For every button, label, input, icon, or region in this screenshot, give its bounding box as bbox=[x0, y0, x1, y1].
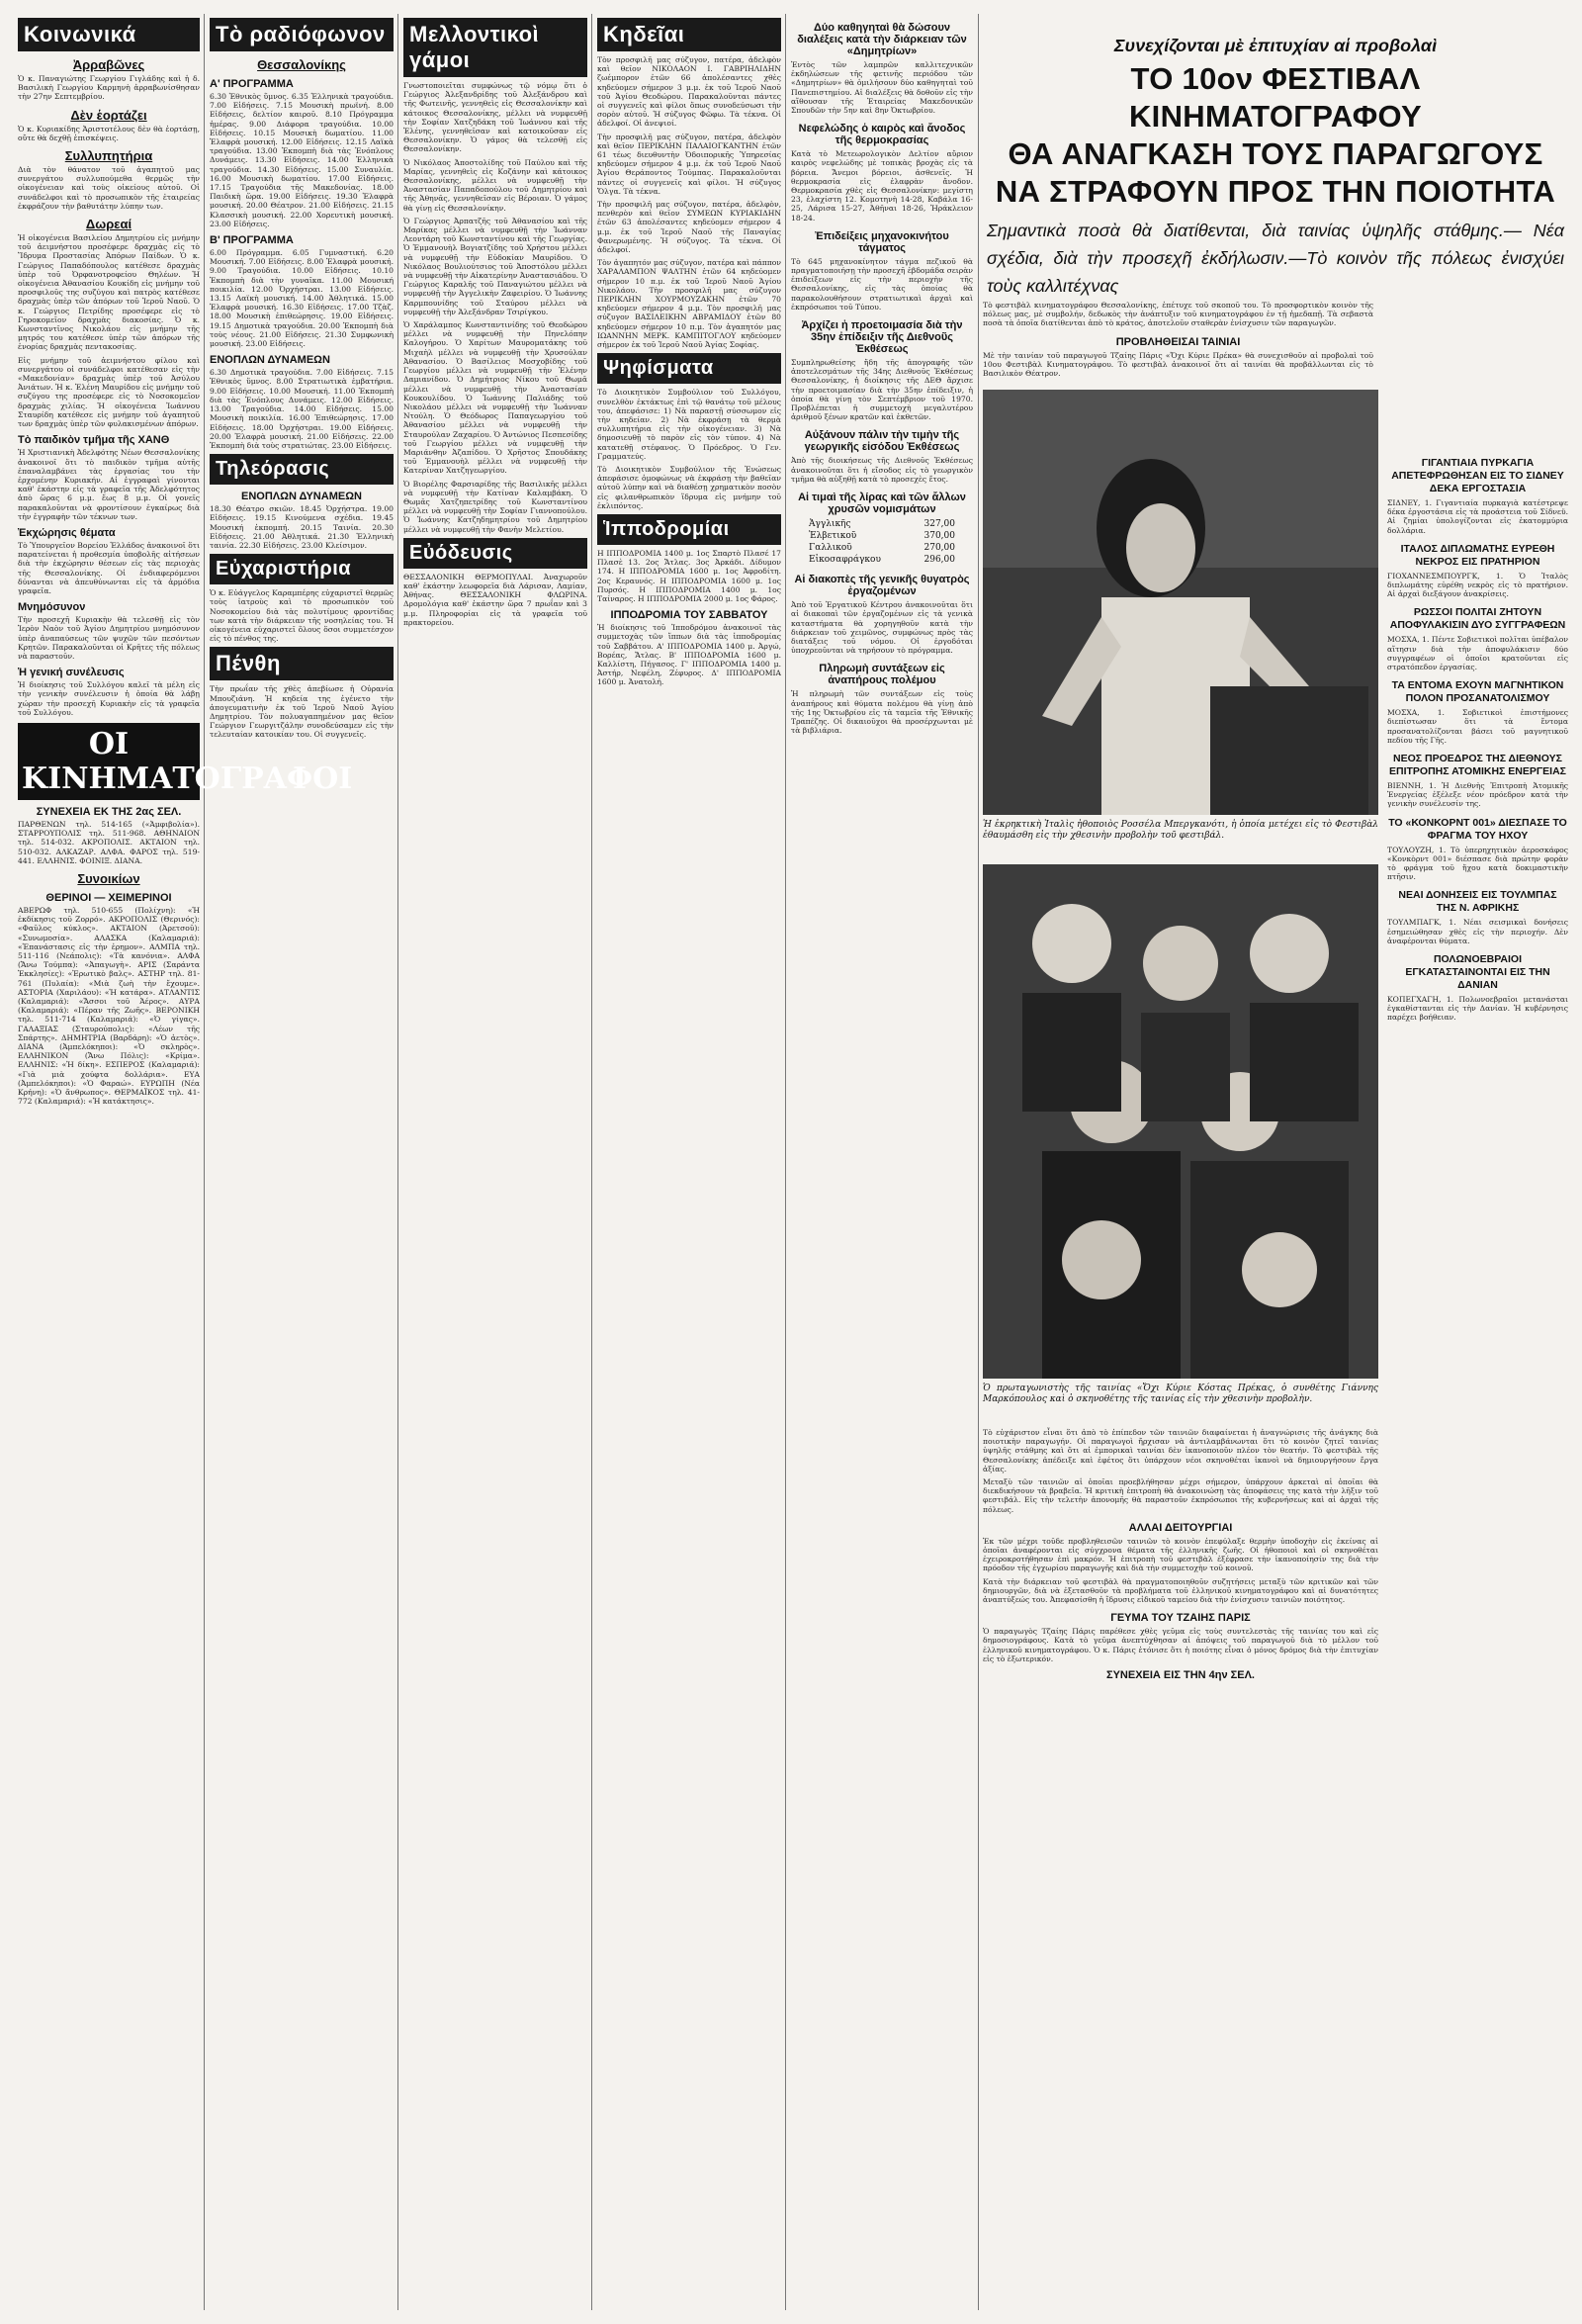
gold-label: Ἀγγλικῆς bbox=[809, 519, 851, 530]
body-text: Ἡ πληρωμὴ τῶν συντάξεων εἰς τοὺς ἀναπήρους καὶ θύματα πολέμου θὰ γίνῃ ἀπὸ τῆς 1ης Ὀκτωβρίου εἰς τὰ ταμεῖα τῆς Ἐθνικῆς Τραπέζης. Οἱ δικαιοῦχοι θὰ προσέρχωνται μὲ τὰ βιβλιάρια. bbox=[791, 689, 973, 736]
body-text: Κατὰ τὴν διάρκειαν τοῦ φεστιβὰλ θὰ πραγματοποιηθοῦν συζητήσεις μεταξὺ τῶν κριτικῶν καὶ τῶν δημιουργῶν, διὰ νὰ ἐξετασθοῦν τὰ προβλήματα τοῦ ἑλληνικοῦ κινηματογράφου καὶ αἱ δυνατότητες ἀναπτύξεώς του. Ἀπεφασίσθη ἡ ἵδρυσις εἰδικοῦ ταμείου διὰ τὴν ἐνίσχυσιν ταινιῶν ποιότητος. bbox=[983, 1576, 1378, 1605]
body-text: Ἡ Χριστιανικὴ Ἀδελφότης Νέων Θεσσαλονίκης ἀνακοινοῖ ὅτι τὸ παιδικὸν τμῆμα αὐτῆς ἐπαναλαμβάνει τὰς ἐργασίας του τὴν ἐρχομένην Κυριακήν. Αἱ ἐγγραφαὶ γίνονται καθ' ἑκάστην εἰς τὰ γραφεῖα τῆς Ἀδελφότητος ἀπὸ ὥρας 6 μ.μ. ἕως 8 μ.μ. Οἱ γονεῖς παρακαλοῦνται νὰ φροντίσουν ἐγκαίρως διὰ τὴν ἐγγραφὴν τῶν τέκνων των. bbox=[18, 448, 200, 521]
sidebar-headline: ΓΙΓΑΝΤΙΑΙΑ ΠΥΡΚΑΓΙΑ ΑΠΕΤΕΦΡΩΘΗΣΑΝ ΕΙΣ ΤΟ ΣΙΔΝΕΥ ΔΕΚΑ ΕΡΓΟΣΤΑΣΙΑ bbox=[1391, 457, 1564, 494]
column-rule bbox=[204, 14, 205, 2310]
body-text: 6.30 Δημοτικὰ τραγούδια. 7.00 Εἰδήσεις. 7.15 Ἐθνικὸς ὕμνος. 8.00 Στρατιωτικὰ ἐμβατήρια. 9.00 Εἰδήσεις. 10.00 Μουσική. 11.00 Ἐκπομπὴ διὰ τὰς Ἐνόπλους Δυνάμεις. 12.00 Εἰδήσεις. 13.00 Τραγούδια. 14.00 Εἰδήσεις. 15.00 Μουσικὴ ποικιλία. 16.00 Ἐπιθεώρησις. 17.00 Εἰδήσεις. 18.00 Ὀρχήστραι. 19.00 Εἰδήσεις. 20.00 Ἐλαφρὰ μουσική. 21.00 Εἰδήσεις. 22.00 Ἐκπομπὴ διὰ τοὺς στρατιώτας. 23.00 Εἰδήσεις. bbox=[210, 368, 394, 450]
rubric: Θεσσαλονίκης bbox=[257, 57, 346, 72]
body-text: Ἐντὸς τῶν λαμπρῶν καλλιτεχνικῶν ἐκδηλώσεων τῆς φετινῆς περιόδου τῶν «Δημητρίων» θὰ ὁμιλήσουν δύο καθηγηταὶ τοῦ Πανεπιστημίου. Αἱ διαλέξεις θὰ δοθοῦν εἰς τὴν αἴθουσαν τῆς Ἑταιρείας Μακεδονικῶν Σπουδῶν τὴν 5ην καὶ 8ην Ὀκτωβρίου. bbox=[791, 60, 973, 116]
body-text: Ὁ κ. Παναγιώτης Γεωργίου Γιγλάδης καὶ ἡ δ. Βασιλικὴ Γεωργίου Καρμηνὴ ἀρραβωνίσθησαν τὴν 27ην Σεπτεμβρίου. bbox=[18, 74, 200, 102]
sidebar-headline: ΠΟΛΩΝΟΕΒΡΑΙΟΙ ΕΓΚΑΤΑΣΤΑΙΝΟΝΤΑΙ ΕΙΣ ΤΗΝ ΔΑΝΙΑΝ bbox=[1405, 953, 1550, 992]
travel-heading: Εὐόδευσις bbox=[403, 538, 587, 569]
feature-body bbox=[983, 1428, 1378, 1683]
body-text: Ὁ κ. Εὐάγγελος Καραμπέρης εὐχαριστεῖ θερμῶς τοὺς ἰατροὺς καὶ τὸ προσωπικὸν τοῦ Νοσοκομείου διὰ τὰς πολυτίμους φροντίδας των κατὰ τὴν διάρκειαν τῆς νοσηλείας του. Ἡ οἰκογένεια εὐχαριστεῖ ὅλους ὅσοι συμμετέσχον εἰς τὸ πένθος της. bbox=[210, 588, 394, 644]
column-radio bbox=[210, 14, 394, 2310]
body-text: Τὴν προσεχῆ Κυριακὴν θὰ τελεσθῇ εἰς τὸν Ἱερὸν Ναὸν τοῦ Ἁγίου Δημητρίου μνημόσυνον ὑπὲρ ἀναπαύσεως τῶν ψυχῶν τῶν πεσόντων Κρητῶν. Παρακαλοῦνται οἱ Κρῆτες τῆς πόλεως νὰ παραστοῦν. bbox=[18, 615, 200, 661]
sidebar-headline: ΝΕΟΣ ΠΡΟΕΔΡΟΣ ΤΗΣ ΔΙΕΘΝΟΥΣ ΕΠΙΤΡΟΠΗΣ ΑΤΟΜΙΚΗΣ ΕΝΕΡΓΕΙΑΣ bbox=[1389, 753, 1566, 778]
body-text: ΤΟΥΛΜΠΑΓΚ, 1. Νέαι σεισμικαὶ δονήσεις ἐσημειώθησαν χθὲς εἰς τὴν περιοχήν. Δὲν ἀναφέρονται θύματα. bbox=[1387, 918, 1568, 945]
column-funerals bbox=[597, 14, 781, 2310]
article-headline: Δύο καθηγηταὶ θὰ δώσουν διαλέξεις κατὰ τὴν διάρκειαν τῶν «Δημητρίων» bbox=[797, 22, 967, 57]
body-text: Εἰς μνήμην τοῦ ἀειμνήστου φίλου καὶ συνεργάτου οἱ συνάδελφοι κατέθεσαν εἰς τὴν «Μακεδονίαν» δραχμὰς ὑπὲρ τοῦ Ἀσύλου Ἀνιάτων. Ἡ κ. Ἑλένη Μαυρίδου εἰς μνήμην τοῦ συζύγου της προσέφερε εἰς τὸ Νοσοκομεῖον δραχμὰς χιλίας. Ἡ οἰκογένεια Ἰωάννου Σταυρίδη κατέθεσε εἰς μνήμην τοῦ ἀγαπητοῦ των δραχμὰς ὑπὲρ τῶν φυλακισμένων ἀπόρων. bbox=[18, 355, 200, 429]
continued-note: ΣΥΝΕΧΕΙΑ ΕΚ ΤΗΣ 2ας ΣΕΛ. bbox=[36, 805, 182, 818]
thanks-heading: Εὐχαριστήρια bbox=[210, 554, 394, 584]
column-rule bbox=[591, 14, 592, 2310]
body-text: 6.30 Ἐθνικὸς ὕμνος. 6.35 Ἑλληνικὰ τραγούδια. 7.00 Εἰδήσεις. 7.15 Μουσικὴ πρωϊνή. 8.00 Εἰδήσεις, δελτίον καιροῦ. 8.10 Πρόγραμμα ἡμέρας. 9.00 Διάφορα τραγούδια. 10.00 Εἰδήσεις. 10.15 Μουσικὴ δωματίου. 11.00 Ἐλαφρὰ μουσική. 12.00 Εἰδήσεις. 12.15 Λαϊκὰ τραγούδια. 13.00 Ἐκπομπὴ διὰ τὰς Ἐνόπλους Δυνάμεις. 13.30 Εἰδήσεις. 14.00 Ἑλληνικὰ τραγούδια. 14.30 Εἰδήσεις. 15.00 Συναυλία. 16.00 Μουσικὴ δωματίου. 17.00 Εἰδήσεις. 17.15 Τραγούδια τῆς Μακεδονίας. 18.00 Παιδικὴ ὥρα. 19.00 Εἰδήσεις. 19.30 Ἐλαφρὰ μουσική. 20.00 Θέατρον. 21.00 Εἰδήσεις. 21.15 Κλασσικὴ μουσική. 22.00 Χορευτικὴ μουσική. 23.00 Εἰδήσεις. bbox=[210, 92, 394, 228]
gold-label: Γαλλικοῦ bbox=[809, 543, 852, 554]
body-text: Τὸν ἀγαπητόν μας σύζυγον, πατέρα καὶ πάππον ΧΑΡΑΛΑΜΠΟΝ ΨΑΛΤΗΝ ἐτῶν 64 κηδεύομεν σήμερον 10 π.μ. ἐκ τοῦ Ἱεροῦ Ναοῦ Ἁγίου Νικολάου. Τὴν προσφιλῆ μας σύζυγον ΠΕΡΙΚΛΗΝ ΧΟΥΡΜΟΥΖΑΚΗΝ ἐτῶν 70 κηδεύομεν σήμερον 4 μ.μ. Τὸν προσφιλῆ μας σύζυγον ΒΑΣΙΛΕΙΚΗΝ ΑΒΡΑΜΙΔΟΥ ἐτῶν 80 κηδεύομεν σήμερον 10 π.μ. Τὸν ἀγαπητόν μας ΙΩΑΝΝΗΝ ΜΕΡΚ. ΚΑΜΠΙΤΟΓΛΟΥ κηδεύομεν σήμερον ἐκ τοῦ Ἱεροῦ Ναοῦ Ἁγίας Σοφίας. bbox=[597, 258, 781, 350]
body-text: 6.00 Πρόγραμμα. 6.05 Γυμναστική. 6.20 Μουσική. 7.00 Εἰδήσεις. 8.00 Ἐλαφρὰ μουσική. 9.00 Τραγούδια. 10.00 Εἰδήσεις. 10.10 Ἐκπομπὴ διὰ τὴν γυναῖκα. 11.00 Μουσική ποικιλία. 12.00 Ὀρχήστραι. 13.00 Εἰδήσεις. 13.15 Λαϊκὴ μουσική. 14.00 Ἀθλητικά. 15.00 Ἐλαφρὰ μουσική. 16.30 Εἰδήσεις. 17.00 Τζὰζ. 18.00 Μουσικὴ ἐπιθεώρησις. 19.00 Εἰδήσεις. 19.15 Δημοτικὰ τραγούδια. 20.00 Ἐκπομπὴ διὰ τοὺς νέους. 21.00 Εἰδήσεις. 21.30 Συμφωνικὴ μουσική. 23.00 Εἰδήσεις. bbox=[210, 248, 394, 349]
gold-label: Εἰκοσαφράγκου bbox=[809, 555, 881, 566]
sidebar-headline: ΙΤΑΛΟΣ ΔΙΠΛΩΜΑΤΗΣ ΕΥΡΕΘΗ ΝΕΚΡΟΣ ΕΙΣ ΠΡΑΤΗΡΙΟΝ bbox=[1400, 542, 1555, 568]
subheading: ΕΝΟΠΛΩΝ ΔΥΝΑΜΕΩΝ bbox=[241, 491, 362, 503]
article-headline: Ἀρχίζει ἡ προετοιμασία διὰ τὴν 35ην ἐπίδειξιν τῆς Διεθνοῦς Ἐκθέσεως bbox=[801, 319, 963, 356]
gold-value: 270,00 bbox=[923, 543, 955, 554]
votes-heading: Ψηφίσματα bbox=[597, 353, 781, 384]
feature-kicker: Συνεχίζονται μὲ ἐπιτυχίαν αἱ προβολαὶ bbox=[1113, 36, 1438, 55]
body-text: Τὸ φεστιβὰλ κινηματογράφου Θεσσαλονίκης, ἐπέτυχε τοῦ σκοποῦ του. Τὸ προσφορτικὸν κοινὸν τῆς πόλεως μας, μὲ συμβολήν, δεδωκὸς τὴν ἀνάπτυξιν τοῦ κινηματογράφου ἐν τῇ ἡμεδαπῇ. Τὰ σεβαστὰ ποσὰ τὰ ὁποῖα διατίθενται ἀπὸ τὸ κράτος, ἀποτελοῦν σταθερὰν ἐνίσχυσιν τῶν παραγωγῶν. bbox=[983, 301, 1373, 328]
gold-value: 327,00 bbox=[923, 519, 955, 530]
gold-value: 296,00 bbox=[923, 555, 955, 566]
section-heading: Μελλοντικοὶ γάμοι bbox=[403, 18, 587, 77]
headline-line: ΘΑ ΑΝΑΓΚΑΣΗ ΤΟΥΣ ΠΑΡΑΓΩΓΟΥΣ bbox=[1008, 136, 1543, 171]
body-text: ΤΟΥΛΟΥΖΗ, 1. Τὸ ὑπερηχητικὸν ἀεροσκάφος «Κονκὸρντ 001» διέσπασε διὰ πρώτην φορὰν τὸ φράγμα τοῦ ἤχου κατὰ δοκιμαστικὴν πτῆσιν. bbox=[1387, 845, 1568, 882]
body-text: ΒΙΕΝΝΗ, 1. Ἡ Διεθνὴς Ἐπιτροπὴ Ἀτομικῆς Ἐνεργείας ἐξέλεξε νέον πρόεδρον κατὰ τὴν γενικὴν συνέλευσίν της. bbox=[1387, 781, 1568, 809]
column-rule bbox=[785, 14, 786, 2310]
feature-article bbox=[983, 14, 1568, 2310]
body-text: ΜΟΣΧΑ, 1. Σοβιετικοὶ ἐπιστήμονες διεπίστωσαν ὅτι τὰ ἔντομα προσανατολίζονται βάσει τοῦ μαγνητικοῦ πεδίου τῆς Γῆς. bbox=[1387, 708, 1568, 745]
gold-price-table bbox=[808, 518, 956, 566]
body-text: Ἡ οἰκογένεια Βασιλείου Δημητρίου εἰς μνήμην τοῦ ἀειμνήστου προσέφερε δραχμὰς εἰς τὸ Ἵδρυμα Προστασίας Ἀπόρων Παίδων. Ὁ κ. Γεώργιος Παπαδόπουλος κατέθεσε δραχμὰς ὑπὲρ τοῦ Ὀρφανοτροφείου Θηλέων. Ἡ οἰκογένεια Ἀθανασίου Κουκίδη εἰς μνήμην τοῦ προσφιλοῦς της συζύγου καὶ πατρὸς κατέθεσε δραχμὰς ὑπὲρ τῶν ἀπόρων τοῦ Ἱεροῦ Ναοῦ. Ὁ κ. Γεώργιος Πετρίδης προσέφερε εἰς τὸ Γηροκομεῖον δραχμὰς διακοσίας. Ὁ κ. Κωνσταντῖνος Νικολάου εἰς μνήμην τῆς μητρός του κατέθεσε ὑπὲρ τῶν ἀπόρων τῆς ἐνορίας δραχμὰς πεντακοσίας. bbox=[18, 233, 200, 352]
body-text: Κατὰ τὸ Μετεωρολογικὸν Δελτίον αὔριον καιρὸς νεφελώδης μὲ τοπικὰς βροχὰς εἰς τὰ βόρεια. Ἄνεμοι βόρειοι, ἀσθενεῖς. Ἡ θερμοκρασία εἰς ἐλαφρὰν ἄνοδον. Θερμοκρασία χθὲς εἰς Θεσσαλονίκην: μεγίστη 23, ἐλαχίστη 12. Κομοτηνὴ 14-28, Καβάλα 16-25, Λάρισα 15-27, Ἀθῆναι 18-26, Ἡράκλειον 18-24. bbox=[791, 149, 973, 223]
body-text: Τὸ Ὑπουργεῖον Βορείου Ἑλλάδος ἀνακοινοῖ ὅτι παρατείνεται ἡ προθεσμία ὑποβολῆς αἰτήσεων διὰ τὴν ἐκχώρησιν θέσεων εἰς τὰς περιοχὰς τῆς Θεσσαλονίκης. Οἱ ἐνδιαφερόμενοι δύνανται νὰ ἀπευθύνωνται εἰς τὰ ἁρμόδια γραφεῖα. bbox=[18, 540, 200, 595]
section-heading: Κοινωνικά bbox=[18, 18, 200, 51]
rubric: Δωρεαί bbox=[85, 217, 132, 232]
body-text: ΣΙΔΝΕΥ, 1. Γιγαντιαία πυρκαγιὰ κατέστρεψε δέκα ἐργοστάσια εἰς τὰ προάστεια τοῦ Σίδνεϋ. Αἱ ζημίαι ὑπολογίζονται εἰς ἑκατομμύρια δολλάρια. bbox=[1387, 498, 1568, 535]
photo-caption: Ὁ πρωταγωνιστὴς τῆς ταινίας «Ὄχι Κύριε Κόστας Πρέκας, ὁ συνθέτης Γιάννης Μαρκόπουλος καὶ ὁ σκηνοθέτης τῆς ταινίας εἰς τὴν χθεσινὴν προβολὴν. bbox=[983, 1384, 1378, 1404]
body-text: Ἀπὸ τῆς διοικήσεως τῆς Διεθνοῦς Ἐκθέσεως ἀνακοινοῦται ὅτι ἡ εἴσοδος εἰς τὸ γεωργικὸν τμῆμα θὰ αὐξηθῇ κατὰ τὸ προσεχὲς ἔτος. bbox=[791, 456, 973, 484]
subheading: ΙΠΠΟΔΡΟΜΙΑ ΤΟΥ ΣΑΒΒΑΤΟΥ bbox=[610, 609, 768, 622]
photo-caption: Ἡ ἐκρηκτικὴ Ἰταλὶς ἠθοποιὸς Ροσσέλα Μπεργκανότι, ἡ ὁποία μετέχει εἰς τὸ Φεστιβὰλ ἐθαυμάσθη εἰς τὴν χθεσινὴν προβολὴν τοῦ φεστιβάλ. bbox=[983, 820, 1378, 841]
table-row bbox=[808, 542, 956, 554]
section-heading: Κηδεῖαι bbox=[597, 18, 781, 51]
body-text: Μεταξὺ τῶν ταινιῶν αἱ ὁποῖαι προεβλήθησαν μέχρι σήμερον, ὑπάρχουν ἀρκεταὶ αἱ ὁποῖαι θὰ διεκδικήσουν τὰ βραβεῖα. Ἡ κριτικὴ ἐπιτροπὴ θὰ ἀνακοινώσῃ τὰς ἀποφάσεις της κατὰ τὴν λῆξιν τοῦ φεστιβάλ. Εἰς τὴν τελετὴν ἀπονομῆς θὰ παραστοῦν ἐκπρόσωποι τῆς κυβερνήσεως καὶ αἱ ἀρχαὶ τῆς πόλεως. bbox=[983, 1477, 1378, 1514]
subheading: Μνημόσυνον bbox=[18, 601, 86, 614]
body-text: ΓΙΟΧΑΝΝΕΣΜΠΟΥΡΓΚ, 1. Ὁ Ἰταλὸς διπλωμάτης εὑρέθη νεκρὸς εἰς τὸ πρατήριον. Αἱ ἀρχαὶ διεξάγουν ἀνακρίσεις. bbox=[1387, 571, 1568, 599]
subheading: ΕΝΟΠΛΩΝ ΔΥΝΑΜΕΩΝ bbox=[210, 354, 330, 367]
article-headline: Νεφελώδης ὁ καιρὸς καὶ ἄνοδος τῆς θερμοκρασίας bbox=[798, 123, 966, 147]
actress-photo-image bbox=[983, 390, 1378, 815]
sidebar-headline: ΤΑ ΕΝΤΟΜΑ ΕΧΟΥΝ ΜΑΓΝΗΤΙΚΟΝ ΠΟΛΟΝ ΠΡΟΣΑΝΑΤΟΛΙΣΜΟΥ bbox=[1391, 679, 1564, 705]
body-text: Ἡ διοίκησις τοῦ Ἱπποδρόμου ἀνακοινοῖ τὰς συμμετοχὰς τῶν ἵππων διὰ τὰς ἱπποδρομίας τοῦ Σαββάτου. Α' ΙΠΠΟΔΡΟΜΙΑ 1400 μ. Ἀργώ, Βορέας, Ἄτλας. Β' ΙΠΠΟΔΡΟΜΙΑ 1600 μ. Καλλίστη, Πήγασος. Γ' ΙΠΠΟΔΡΟΜΙΑ 1400 μ. Ἀστήρ, Νεφέλη, Ζέφυρος. Δ' ΙΠΠΟΔΡΟΜΙΑ 1600 μ. Ἀνατολή. bbox=[597, 623, 781, 687]
rubric: Ἀρραβῶνες bbox=[72, 57, 145, 72]
news-sidebar bbox=[1387, 449, 1568, 1027]
body-text: Ὁ Χαράλαμπος Κωνσταντινίδης τοῦ Θεοδώρου μέλλει νὰ νυμφευθῇ τὴν Πηνελόπην Καλογήρου. Ὁ Χαρίτων Μαυροματάκης τοῦ Μιχαὴλ μέλλει νὰ νυμφευθῇ τὴν Χρυσούλαν Ἀθανασίου. Ὁ Βασίλειος Μοσχοβίδης τοῦ Γεωργίου μέλλει νὰ νυμφευθῇ τὴν Ἑλένην Δαμιανίδου. Ὁ Δημήτριος Νίκου τοῦ Θωμᾶ μέλλει νὰ νυμφευθῇ τὴν Ἀναστασίαν Κουκουλίδου. Ὁ Ἰωάννης Παλιάδης τοῦ Νικολάου μέλλει νὰ νυμφευθῇ τὴν Ἰωάνναν Ντούλη. Ὁ Θεόδωρος Παπαγεωργίου τοῦ Ἀθανασίου μέλλει νὰ νυμφευθῇ τὴν Σταυρούλαν Ζαχαρίου. Ὁ Ἀντώνιος Πεσπεσίδης τοῦ Γεωργίου μέλλει νὰ νυμφευθῇ τὴν Μαριάνθην Ἀζαπίδου. Ὁ Χρῆστος Σπουδάκης τοῦ Ἐμμανουὴλ μέλλει νὰ νυμφευθῇ τὴν Κατερίναν Χατζηγεωργίου. bbox=[403, 320, 587, 476]
subheading: ΠΡΟΒΛΗΘΕΙΣΑΙ ΤΑΙΝΙΑΙ bbox=[1115, 335, 1241, 348]
article-headline: Αὐξάνουν πάλιν τὴν τιμὴν τῆς γεωργικῆς εἰσόδου Ἐκθέσεως bbox=[804, 429, 960, 454]
body-text: Ὁ Βιορέλης Φαρσιαρίδης τῆς Βασιλικῆς μέλλει νὰ νυμφευθῇ τὴν Κατίναν Καλαμβάκη. Ὁ Θωμᾶς Χατζηπετρίδης τοῦ Κωνσταντίνου μέλλει νὰ νυμφευθῇ τὴν Σοφίαν Γιαννοπούλου. Ὁ Ἰωάννης Κατζηδημητρίου τοῦ Δημητρίου μέλλει νὰ νυμφευθῇ τὴν Φανὴν Μελετίου. bbox=[403, 479, 587, 534]
table-row bbox=[808, 518, 956, 530]
body-text: ΚΟΠΕΓΧΑΓΗ, 1. Πολωνοεβραῖοι μετανάσται ἐγκαθίστανται εἰς τὴν Δανίαν. Ἡ κυβέρνησις παρέχει βοήθειαν. bbox=[1387, 995, 1568, 1023]
body-text: Ἀπὸ τοῦ Ἐργατικοῦ Κέντρου ἀνακοινοῦται ὅτι αἱ διακοπαὶ τῶν ἐργαζομένων εἰς τὰ γενικὰ καταστήματα θὰ χορηγηθοῦν κατὰ τὴν διάρκειαν τοῦ χειμῶνος, συμφώνως πρὸς τὰς διατάξεις τοῦ νόμου. Οἱ ἐργοδόται ὑποχρεοῦνται νὰ τηρήσουν τὸ πρόγραμμα. bbox=[791, 600, 973, 656]
gold-value: 370,00 bbox=[923, 531, 955, 542]
body-text: Ἡ διοίκησις τοῦ Συλλόγου καλεῖ τὰ μέλη εἰς τὴν γενικὴν συνέλευσιν ἡ ὁποία θὰ λάβῃ χώραν τὴν προσεχῆ Κυριακὴν εἰς τὰ γραφεῖα τοῦ Συλλόγου. bbox=[18, 680, 200, 717]
tv-heading: Τηλεόρασις bbox=[210, 454, 394, 485]
section-heading: Τὸ ραδιόφωνον bbox=[210, 18, 394, 51]
body-text: Ὁ Νικόλαος Ἀποστολίδης τοῦ Παύλου καὶ τῆς Μαρίας, γεννηθεὶς εἰς Κοζάνην καὶ κάτοικος Θεσσαλονίκης, μέλλει νὰ νυμφευθῇ τὴν Ἀναστασίαν Παπαδοπούλου τοῦ Δημητρίου καὶ τῆς Ἀθηνᾶς, γεννηθεῖσαν εἰς Βέροιαν. Ὁ γάμος θὰ γίνῃ εἰς Θεσσαλονίκην. bbox=[403, 157, 587, 213]
subheading: Β' ΠΡΟΓΡΑΜΜΑ bbox=[210, 234, 294, 247]
column-rule bbox=[978, 14, 979, 2310]
body-text: Τὴν προσφιλῆ μας σύζυγον, πατέρα, ἀδελφὸν καὶ θεῖον ΠΕΡΙΚΛΗΝ ΠΑΛΑΙΟΓΚΑΝΤΗΝ ἐτῶν 61 τέως διευθυντὴν Ὀδοιπορικῆς Ὑπηρεσίας κηδεύομεν σήμερον 4 μ.μ. ἐκ τοῦ Ἱεροῦ Ναοῦ Ἁγίου Θεράποντος Τούμπας. Παρακαλοῦνται πάντες οἱ συγγενεῖς καὶ φίλοι. Ἡ σύζυγος Ὄλγα. Τὰ τέκνα. bbox=[597, 132, 781, 196]
column-news bbox=[791, 14, 973, 2310]
subheading: Τὸ παιδικὸν τμῆμα τῆς ΧΑΝΘ bbox=[18, 434, 170, 447]
cinemas-banner: ΟΙ ΚΙΝΗΜΑΤΟΓΡΑΦΟΙ bbox=[18, 723, 200, 800]
body-text: Τὴν πρωΐαν τῆς χθὲς ἀπεβίωσε ἡ Οὐρανία Μπουζιάνη. Ἡ κηδεία της ἐγένετο τὴν ἀπογευματινὴν ἐκ τοῦ Ἱεροῦ Ναοῦ Ἁγίου Δημητρίου. Τὸν πολυαγαπημένον μας θεῖον Γεώργιον Γεωργιτζάλην συνοδεύσαμεν εἰς τὴν τελευταίαν κατοικίαν του. Οἱ συγγενεῖς. bbox=[210, 684, 394, 740]
body-text: Τὸ Διοικητικὸν Συμβούλιον τοῦ Συλλόγου, συνελθὸν ἐκτάκτως ἐπὶ τῷ θανάτῳ τοῦ μέλους του, ἀπεφάσισε: 1) Νὰ παραστῇ σύσσωμον εἰς τὴν κηδείαν. 2) Νὰ ἐκφράσῃ τὰ θερμὰ συλλυπητήρια εἰς τὴν οἰκογένειαν. 3) Νὰ δημοσιευθῇ τὸ παρὸν εἰς τὸν τύπον. 4) Νὰ κατατεθῇ στέφανος. Ὁ Πρόεδρος. Ὁ Γεν. Γραμματεύς. bbox=[597, 388, 781, 461]
rubric: Συλλυπητήρια bbox=[64, 148, 153, 164]
article-headline: Αἱ τιμαὶ τῆς λίρας καὶ τῶν ἄλλων χρυσῶν νομισμάτων bbox=[798, 492, 966, 516]
body-text: ΑΒΕΡΩΦ τηλ. 510-655 (Πολίχνη): «Ἡ ἐκδίκησις τοῦ Ζορρό». ΑΚΡΟΠΟΛΙΣ (Θερινός): «Φαῦλος κύκλος». ΑΚΤΑΙΟΝ (Ἀρετσοῦ): «Συνωμοσία». ΑΛΑΣΚΑ (Καλαμαριά): «Ἐπανάστασις εἰς τὴν ἐρημον». ΑΛΜΠΑ τηλ. 511-116 (Νεάπολις): «Τὰ κανόνια». ΑΛΦΑ (Ἄνω Τούμπα): «Ἀπαγωγὴ». ΑΡΙΣ (Σαράντα Ἐκκλησίες): «Ἐρωτικὸ βαλς». ΑΣΤΗΡ τηλ. 81-761 (Πυλαία): «Μιὰ ζωὴ τὴν ἔχουμε». ΑΣΤΟΡΙΑ (Χαριλάου): «Ἡ κατάρα». ΑΤΛΑΝΤΙΣ (Καλαμαριά): «Ἄσσοι τοῦ Ἀέρος». ΑΥΡΑ (Καλαμαριά): «Πέραν τῆς Ζωῆς». ΒΕΡΟΝΙΚΗ τηλ. 511-714 (Καλαμαριά): «Ὁ γίγας». ΓΑΛΑΞΙΑΣ (Σταυρούπολις): «Λέων τῆς Σπάρτης». ΔΗΜΗΤΡΙΑ (Βαρδάρη): «Ὁ ἀετὸς». ΔΙΑΝΑ (Ἀμπελόκηποι): «Ὁ σκληρὸς». ΕΛΛΗΝΙΚΟΝ (Ἄνω Πόλις): «Κρίμα». ΕΛΛΗΝΙΣ: «Ἡ δίκη». ΕΣΠΕΡΟΣ (Καλαμαριά): «Γιὰ μιὰ χούφτα δολλάρια». ΕΥΑ (Ἀμπελόκηποι): «Ὁ Φαραώ». ΕΥΡΩΠΗ (Νέα Κρήνη): «Ὁ ἄνθρωπος». ΘΕΡΜΑΪΚΟΣ τηλ. 41-772 (Καλαμαριά): «Ἡ κατάκτησις». bbox=[18, 905, 200, 1107]
body-text: Συμπληρωθείσης ἤδη τῆς ἀπογραφῆς τῶν ἀποτελεσμάτων τῆς 34ης Διεθνοῦς Ἐκθέσεως Θεσσαλονίκης, ἡ διοίκησις τῆς ΔΕΘ ἄρχισε τὴν προετοιμασίαν διὰ τὴν 35ην ἐπίδειξιν, ἡ ὁποία θὰ γίνῃ τὸν Σεπτέμβριον τοῦ 1970. Προβλέπεται ἡ συμμετοχὴ μεγαλυτέρου ἀριθμοῦ ξένων κρατῶν καὶ ἐκθετῶν. bbox=[791, 358, 973, 422]
races-heading: Ἱπποδρομίαι bbox=[597, 514, 781, 545]
audience-photo bbox=[983, 864, 1378, 1379]
rubric: Συνοικίων bbox=[77, 870, 140, 886]
body-text: Ὁ κ. Κυριακίδης Ἀριστοτέλους δὲν θὰ ἑορτάσῃ, οὔτε θὰ δεχθῇ ἐπισκέψεις. bbox=[18, 124, 200, 142]
subheading: Α' ΠΡΟΓΡΑΜΜΑ bbox=[210, 78, 294, 90]
body-text: Τὸ Διοικητικὸν Συμβούλιον τῆς Ἑνώσεως ἀπεφάσισε ὁμοφώνως νὰ ἐκφράσῃ τὴν βαθεῖαν αὐτοῦ λύπην καὶ νὰ διαθέσῃ χρηματικὸν ποσὸν εἰς φιλανθρωπικὸν ἵδρυμα εἰς μνήμην τοῦ ἐκλιπόντος. bbox=[597, 464, 781, 510]
body-text: Γνωστοποιεῖται συμφώνως τῷ νόμῳ ὅτι ὁ Γεώργιος Ἀλεξανδρίδης τοῦ Ἀλεξάνδρου καὶ τῆς Φωτεινῆς, γεννηθεὶς εἰς Θεσσαλονίκην καὶ κάτοικος Θεσσαλονίκης, μέλλει νὰ νυμφευθῇ τὴν Σοφίαν Χατζηδάκη τοῦ Ἰωάννου καὶ τῆς Ἑλένης, γεννηθεῖσαν καὶ κατοικοῦσαν εἰς Θεσσαλονίκην. Ὁ γάμος θὰ τελεσθῇ εἰς Θεσσαλονίκην. bbox=[403, 81, 587, 154]
headline-line: ΤΟ 10ον ΦΕΣΤΙΒΑΛ ΚΙΝΗΜΑΤΟΓΡΑΦΟΥ bbox=[1128, 61, 1423, 134]
audience-photo-image bbox=[983, 864, 1378, 1379]
gold-label: Ἐλβετικοῦ bbox=[809, 531, 857, 542]
body-text: Τὸ εὐχάριστον εἶναι ὅτι ἀπὸ τὸ ἐπίπεδον τῶν ταινιῶν διαφαίνεται ἡ ἀναγνώρισις τῆς ἀνάγκης διὰ ποιοτικὴν παραγωγήν. Οἱ παραγωγοὶ ἤρχισαν νὰ ἀντιλαμβάνωνται ὅτι τὸ κοινὸν ζητεῖ ταινίας ὑψηλῆς στάθμης καὶ ὅτι αἱ ἐμπορικαὶ ταινίαι δὲν ἱκανοποιοῦν πλέον τὸν θεατήν. Τὸ φεστιβὰλ τῆς Θεσσαλονίκης ἀπέδειξε καὶ ἐφέτος ὅτι ὑπάρχουν νέοι σκηνοθέται ἱκανοὶ νὰ δημιουργήσουν ἔργα ἀξίας. bbox=[983, 1428, 1378, 1474]
body-text: ΜΟΣΧΑ, 1. Πέντε Σοβιετικοὶ πολῖται ὑπέβαλον αἴτησιν διὰ τὴν ἀποφυλάκισιν δύο συγγραφέων οἱ ὁποῖοι κρατοῦνται εἰς στρατόπεδον ἐργασίας. bbox=[1387, 635, 1568, 672]
body-text: Ὁ Γεώργιος Ἀρπατζῆς τοῦ Ἀθανασίου καὶ τῆς Μαρίκας μέλλει νὰ νυμφευθῇ τὴν Ἰωάνναν Λεοντάρη τοῦ Κωνσταντίνου καὶ τῆς Γεωργίας. Ὁ Ἐμμανουὴλ Βογιατζίδης τοῦ Χρήστου μέλλει νὰ νυμφευθῇ τὴν Εὐδοκίαν Μαυρίδου. Ὁ Νικόλαος Βουλιούτσιος τοῦ Ἀποστόλου μέλλει νὰ νυμφευθῇ τὴν Αἰκατερίνην Ἀναστασιάδου. Ὁ Γεώργιος Καραλῆς τοῦ Παναγιώτου μέλλει νὰ νυμφευθῇ τὴν Ἀγγελικὴν Ζαφειρίου. Ὁ Ἰωάννης Καρμπουνίδης τοῦ Σταύρου μέλλει νὰ νυμφευθῇ τὴν Ἀλεξάνδραν Τσιρίγκου. bbox=[403, 216, 587, 316]
body-text: ΘΕΣΣΑΛΟΝΙΚΗ ΘΕΡΜΟΠΥΛΑΙ. Ἀναχωροῦν καθ' ἑκάστην λεωφορεῖα διὰ Λάρισαν, Λαμίαν, Ἀθήνας. ΘΕΣΣΑΛΟΝΙΚΗ ΦΛΩΡΙΝΑ. Δρομολόγια καθ' ἑκάστην ὥρα 7 πρωΐαν καὶ 3 μ.μ. Πληροφορίαι εἰς τὰ γραφεῖα τοῦ πρακτορείου. bbox=[403, 572, 587, 627]
article-headline: Αἱ διακοπὲς τῆς γενικῆς θυγατρὸς ἐργαζομένων bbox=[794, 574, 970, 598]
body-text: Τὸν προσφιλῆ μας σύζυγον, πατέρα, ἀδελφὸν καὶ θεῖον ΝΙΚΟΛΑΟΝ Ι. ΓΑΒΡΙΗΛΙΔΗΝ ζωέμπορον ἐτῶν 66 ἀπολέσαντες χθὲς κηδεύομεν σήμερον 3 μ.μ. ἐκ τοῦ Ἱεροῦ Ναοῦ τοῦ Ἁγίου Θεοδώρου. Παρακαλοῦνται πάντες οἱ συγγενεῖς καὶ φίλοι ὅπως συνοδεύσωσι τὴν σορὸν αὐτοῦ. Ἡ σύζυγος Φῶφω. Τὰ τέκνα. Οἱ ἀδελφοί. Οἱ ἀνεψιοί. bbox=[597, 55, 781, 129]
continued-note: ΣΥΝΕΧΕΙΑ ΕΙΣ ΤΗΝ 4ην ΣΕΛ. bbox=[1105, 1669, 1255, 1682]
column-rule bbox=[397, 14, 398, 2310]
subheading: ΘΕΡΙΝΟΙ — ΧΕΙΜΕΡΙΝΟΙ bbox=[45, 891, 172, 904]
article-headline: Πληρωμὴ συντάξεων εἰς ἀναπήρους πολέμου bbox=[819, 663, 945, 687]
body-text: Τὸ 645 μηχανοκίνητον τάγμα πεζικοῦ θὰ πραγματοποιήσῃ τὴν προσεχῆ ἑβδομάδα σειρὰν ἐπιδείξεων εἰς τὴν περιοχὴν τῆς Θεσσαλονίκης, εἰς τὰς ὁποίας θὰ παρακολουθήσουν στρατιωτικαὶ ἀρχαὶ καὶ ἐκπρόσωποι τοῦ Τύπου. bbox=[791, 256, 973, 312]
sidebar-headline: ΝΕΑΙ ΔΟΝΗΣΕΙΣ ΕΙΣ ΤΟΥΛΜΠΑΣ ΤΗΣ Ν. ΑΦΡΙΚΗΣ bbox=[1398, 889, 1557, 915]
mourning-heading: Πένθη bbox=[210, 647, 394, 680]
subheading: ΓΕΥΜΑ ΤΟΥ ΤΖΑΙΗΣ ΠΑΡΙΣ bbox=[1110, 1612, 1251, 1625]
table-row bbox=[808, 530, 956, 542]
rubric: Δὲν ἑορτάζει bbox=[70, 107, 147, 123]
feature-headline bbox=[983, 60, 1568, 211]
subheading: ΑΛΛΑΙ ΔΕΙΤΟΥΡΓΙΑΙ bbox=[1128, 1521, 1233, 1534]
body-text: Διὰ τὸν θάνατον τοῦ ἀγαπητοῦ μας συνεργάτου συλλυπούμεθα θερμῶς τὴν οἰκογένειαν καὶ τοὺς οἰκείους αὐτοῦ. Οἱ συνάδελφοι καὶ τὸ προσωπικὸν τῆς ἑταιρείας ἐκφράζουν τὴν βαθυτάτην λύπην των. bbox=[18, 165, 200, 211]
body-text: Ὁ παραγωγὸς Τζαίης Πάρις παρέθεσε χθὲς γεῦμα εἰς τοὺς συντελεστὰς τῆς ταινίας του καὶ εἰς δημοσιογράφους. Κατὰ τὸ γεῦμα ἀνεπτύχθησαν αἱ ἀπόψεις τοῦ παραγωγοῦ διὰ τὸ μέλλον τοῦ ἑλληνικοῦ κινηματογράφου. Ὁ κ. Πάρις ἐτόνισε ὅτι ἡ ποιότης εἶναι ὁ μόνος δρόμος διὰ τὴν ἐπιτυχίαν εἰς τὸ ἐξωτερικόν. bbox=[983, 1627, 1378, 1663]
subheading: Ἐκχώρησις θέματα bbox=[18, 526, 116, 539]
feature-lead bbox=[983, 301, 1373, 382]
body-text: Τὴν προσφιλῆ μας σύζυγον, πατέρα, ἀδελφὸν, πενθερὸν καὶ θεῖον ΣΥΜΕΩΝ ΚΥΡΙΑΚΙΔΗΝ ἐτῶν 63 ἀπολέσαντες κηδεύομεν σήμερον 4 μ.μ. ἐκ τοῦ Ἱεροῦ Ναοῦ τῆς Παναγίας Φανερωμένης. Ἡ σύζυγος. Τὰ τέκνα. Οἱ ἀδελφοί. bbox=[597, 200, 781, 255]
table-row bbox=[808, 554, 956, 566]
body-text: Ἐκ τῶν μέχρι τοῦδε προβληθεισῶν ταινιῶν τὸ κοινὸν ἐπεφύλαξε θερμὴν ὑποδοχὴν εἰς ἐκείνας αἱ ὁποῖαι ἀναφέρονται εἰς σύγχρονα θέματα τῆς ἑλληνικῆς ζωῆς. Οἱ ἠθοποιοὶ καὶ οἱ σκηνοθέται ἐχειροκροτήθησαν ἐπὶ μακρόν. Ἡ ἐπιτροπὴ τοῦ φεστιβὰλ ἐξέφρασε τὴν ἱκανοποίησίν της διὰ τὴν πρόοδον τῆς ἐγχωρίου παραγωγῆς καὶ διὰ τὴν συμμετοχὴν τοῦ κοινοῦ. bbox=[983, 1536, 1378, 1573]
body-text: 18.30 Θέατρο σκιῶν. 18.45 Ὀρχήστρα. 19.00 Εἰδήσεις. 19.15 Κινούμενα σχέδια. 19.45 Μουσική ἐκπομπή. 20.15 Ταινία. 20.30 Εἰδήσεις. 21.00 Ἀθλητικά. 21.30 Ἑλληνικὴ ταινία. 22.30 Εἰδήσεις. 23.00 Κλείσιμον. bbox=[210, 504, 394, 550]
article-headline: Ἐπιδείξεις μηχανοκινήτου τάγματος bbox=[815, 229, 949, 254]
sidebar-headline: ΤΟ «ΚΟΝΚΟΡΝΤ 001» ΔΙΕΣΠΑΣΕ ΤΟ ΦΡΑΓΜΑ ΤΟΥ ΗΧΟΥ bbox=[1388, 816, 1567, 842]
body-text: Μὲ τὴν ταινίαν τοῦ παραγωγοῦ Τζαίης Πάρις «Ὄχι Κύριε Πρέκα» θὰ συνεχισθοῦν αἱ προβολαὶ τοῦ 10ου Φεστιβὰλ Κινηματογράφου. Τὸ φεστιβὰλ ἀνακοινοῖ ὅτι αἱ ταινίαι θὰ προβάλλωνται εἰς τὸ Βασιλικὸν Θέατρον. bbox=[983, 350, 1373, 379]
body-text: ΠΑΡΘΕΝΩΝ τηλ. 514-165 («Ἀμφιβολία»). ΣΤΑΡΡΟΥΠΟΛΙΣ τηλ. 511-968. ΑΘΗΝΑΙΟΝ τηλ. 514-032. ΑΚΡΟΠΟΛΙΣ. ΑΚΤΑΙΟΝ τηλ. 510-032. ΑΛΚΑΖΑΡ. ΑΛΦΑ. ΦΑΡΟΣ τηλ. 519-441. ΕΛΛΗΝΙΣ. ΦΟΙΝΙΞ. ΔΙΑΝΑ. bbox=[18, 819, 200, 865]
actress-photo bbox=[983, 390, 1378, 815]
body-text: Η ΙΠΠΟΔΡΟΜΙΑ 1400 μ. 1ος Σπαρτὸ Πλασέ 17 Πλασὲ 13. 2ος Ἄτλας. 3ος Ἀρκάδι. Δίδυμον 174. Η ΙΠΠΟΔΡΟΜΙΑ 1600 μ. 1ος Ἀφροδίτη. 2ος Κεραυνός. Η ΙΠΠΟΔΡΟΜΙΑ 1600 μ. 1ος Πυρσός. Η ΙΠΠΟΔΡΟΜΙΑ 1400 μ. 1ος Ταίναρος. Η ΙΠΠΟΔΡΟΜΙΑ 2000 μ. 1ος Φάρος. bbox=[597, 548, 781, 603]
sidebar-headline: ΡΩΣΣΟΙ ΠΟΛΙΤΑΙ ΖΗΤΟΥΝ ΑΠΟΦΥΛΑΚΙΣΙΝ ΔΥΟ ΣΥΓΓΡΑΦΕΩΝ bbox=[1389, 606, 1566, 632]
feature-deck: Σημαντικὰ ποσὰ θὰ διατίθενται, διὰ ταινίας ὑψηλῆς στάθμης.— Νέα σχέδια, διὰ τὴν προσεχῆ ἐκδήλωσιν.—Τὸ κοινὸν τῆς πόλεως ἐνισχύει τοὺς καλλιτέχνας bbox=[987, 221, 1564, 296]
subheading: Ἡ γενική συνέλευσις bbox=[18, 667, 125, 679]
column-weddings bbox=[403, 14, 587, 2310]
headline-line: ΝΑ ΣΤΡΑΦΟΥΝ ΠΡΟΣ ΤΗΝ ΠΟΙΟΤΗΤΑ bbox=[995, 174, 1556, 209]
